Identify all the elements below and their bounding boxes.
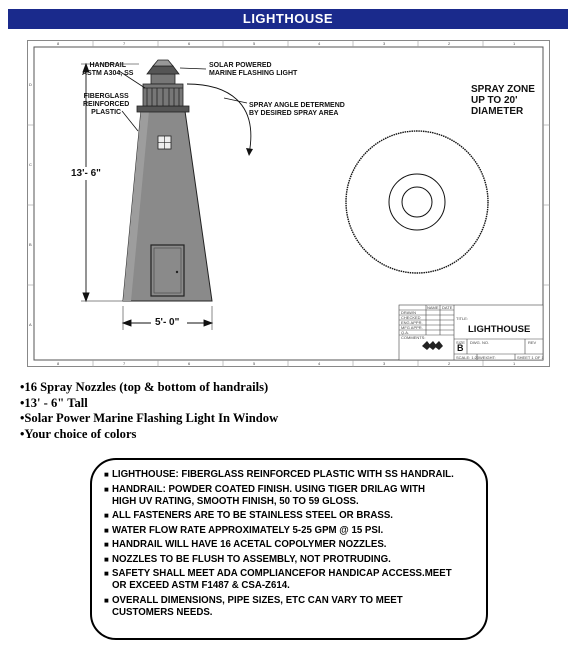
- spec-item: [104, 568, 476, 592]
- tb-rev-label: REV: [528, 340, 537, 345]
- spec-item: [104, 539, 476, 551]
- tb-sheet: SHEET 1 OF 1: [517, 355, 544, 360]
- zone-number: 6: [188, 361, 191, 366]
- zone-letter: D: [29, 82, 32, 87]
- handrail-label: HANDRAIL ASTM A304, SS: [82, 62, 134, 77]
- fiberglass-label: FIBERGLASS REINFORCED PLASTIC: [83, 93, 130, 116]
- tb-row-label: Q.A.: [401, 330, 410, 335]
- spray-zone-label: SPRAY ZONE UP TO 20' DIAMETER: [471, 84, 535, 117]
- zone-number: 8: [57, 361, 60, 366]
- tb-dwg-label: DWG. NO.: [470, 340, 490, 345]
- specifications-box: [90, 458, 488, 640]
- spec-text: HANDRAIL WILL HAVE 16 ACETAL COPOLYMER NOZZLES.: [112, 539, 387, 550]
- zone-number: 7: [123, 361, 126, 366]
- height-dimension-label: 13'- 6": [71, 168, 101, 179]
- zone-number: 1: [513, 41, 516, 46]
- spec-text: NOZZLES TO BE FLUSH TO ASSEMBLY, NOT PROTRUDING.: [112, 553, 391, 565]
- spec-item: [104, 525, 476, 537]
- tb-row-label: MFG APPR.: [401, 325, 423, 330]
- page-title: LIGHTHOUSE: [242, 11, 334, 26]
- zone-number: 4: [318, 361, 321, 366]
- zone-number: 2: [448, 41, 451, 46]
- bullet-icon: ■: [104, 595, 109, 605]
- bullet-icon: ■: [104, 511, 109, 520]
- spec-text: LIGHTHOUSE: FIBERGLASS REINFORCED PLASTIC WITH SS HANDRAIL.: [112, 469, 454, 480]
- tb-name-label: NAME: [427, 305, 439, 310]
- tower-door: [151, 245, 184, 296]
- spec-text: WATER FLOW RATE APPROXIMATELY 5-25 GPM @ 15 PSI.: [112, 524, 384, 536]
- bullet-icon: ■: [104, 569, 109, 578]
- zone-number: 3: [383, 41, 386, 46]
- bullet-icon: ■: [104, 525, 109, 535]
- zone-number: 5: [253, 41, 256, 46]
- lantern-room: [151, 74, 175, 84]
- gallery-platform: [137, 106, 189, 112]
- engineering-drawing: [27, 40, 550, 367]
- tb-scale: SCALE: 1:20: [456, 355, 480, 360]
- zone-letter: B: [29, 242, 32, 247]
- zone-letter: C: [29, 162, 32, 167]
- tb-date-label: DATE: [442, 305, 453, 310]
- zone-number: 6: [188, 41, 191, 46]
- zone-number: 5: [253, 361, 256, 366]
- feature-item: •Solar Power Marine Flashing Light In Window: [20, 411, 279, 425]
- feature-item: •13' - 6" Tall: [20, 395, 88, 410]
- feature-item: •Your choice of colors: [20, 426, 137, 441]
- zone-number: 7: [123, 41, 126, 46]
- tb-size-label: SIZE: [456, 340, 465, 345]
- tb-title: LIGHTHOUSE: [468, 324, 531, 335]
- spec-item: [104, 510, 476, 522]
- spec-text: OVERALL DIMENSIONS, PIPE SIZES, ETC CAN VARY TO MEET CUSTOMERS NEEDS.: [112, 594, 403, 618]
- spec-item: [104, 469, 476, 481]
- spec-item: [104, 554, 476, 566]
- spec-text: ALL FASTENERS ARE TO BE STAINLESS STEEL OR BRASS.: [112, 510, 393, 521]
- zone-number: 4: [318, 41, 321, 46]
- page-title-bar: [8, 9, 568, 29]
- tb-weight-label: WEIGHT:: [479, 355, 496, 360]
- spec-item: [104, 595, 476, 619]
- bullet-icon: ■: [104, 470, 109, 479]
- handrail-balusters: [147, 88, 179, 106]
- solar-light-label: SOLAR POWERED MARINE FLASHING LIGHT: [209, 62, 298, 77]
- bullet-icon: ■: [104, 554, 109, 564]
- spec-item: [104, 484, 476, 508]
- bullet-icon: ■: [104, 484, 109, 494]
- tb-row-label: CHECKED: [401, 315, 421, 320]
- zone-number: 3: [383, 361, 386, 366]
- zone-number: 2: [448, 361, 451, 366]
- tb-row-label: ENG APPR.: [401, 320, 423, 325]
- tb-row-label: COMMENTS:: [401, 335, 426, 340]
- bullet-icon: ■: [104, 540, 109, 549]
- feature-item: •16 Spray Nozzles (top & bottom of handrails): [20, 380, 269, 394]
- tb-row-label: DRAWN: [401, 310, 416, 315]
- tb-title-label: TITLE:: [456, 316, 469, 321]
- tb-size: B: [457, 343, 464, 353]
- lantern-roof: [147, 66, 179, 74]
- spray-angle-label: SPRAY ANGLE DETERMEND BY DESIRED SPRAY AREA: [249, 102, 345, 117]
- feature-list: [20, 380, 420, 442]
- spec-text: HANDRAIL: POWDER COATED FINISH. USING TIGER DRILAG WITH HIGH UV RATING, SMOOTH FINISH, 50 TO 59 GLOSS.: [112, 483, 426, 507]
- width-dimension-label: 5'- 0": [155, 317, 180, 328]
- spec-text: SAFETY SHALL MEET ADA COMPLIANCEFOR HANDICAP ACCESS.MEET OR EXCEED ASTM F1487 & CSA-Z614.: [112, 568, 452, 591]
- zone-letter: A: [29, 322, 32, 327]
- zone-number: 1: [513, 361, 516, 366]
- zone-number: 8: [57, 41, 60, 46]
